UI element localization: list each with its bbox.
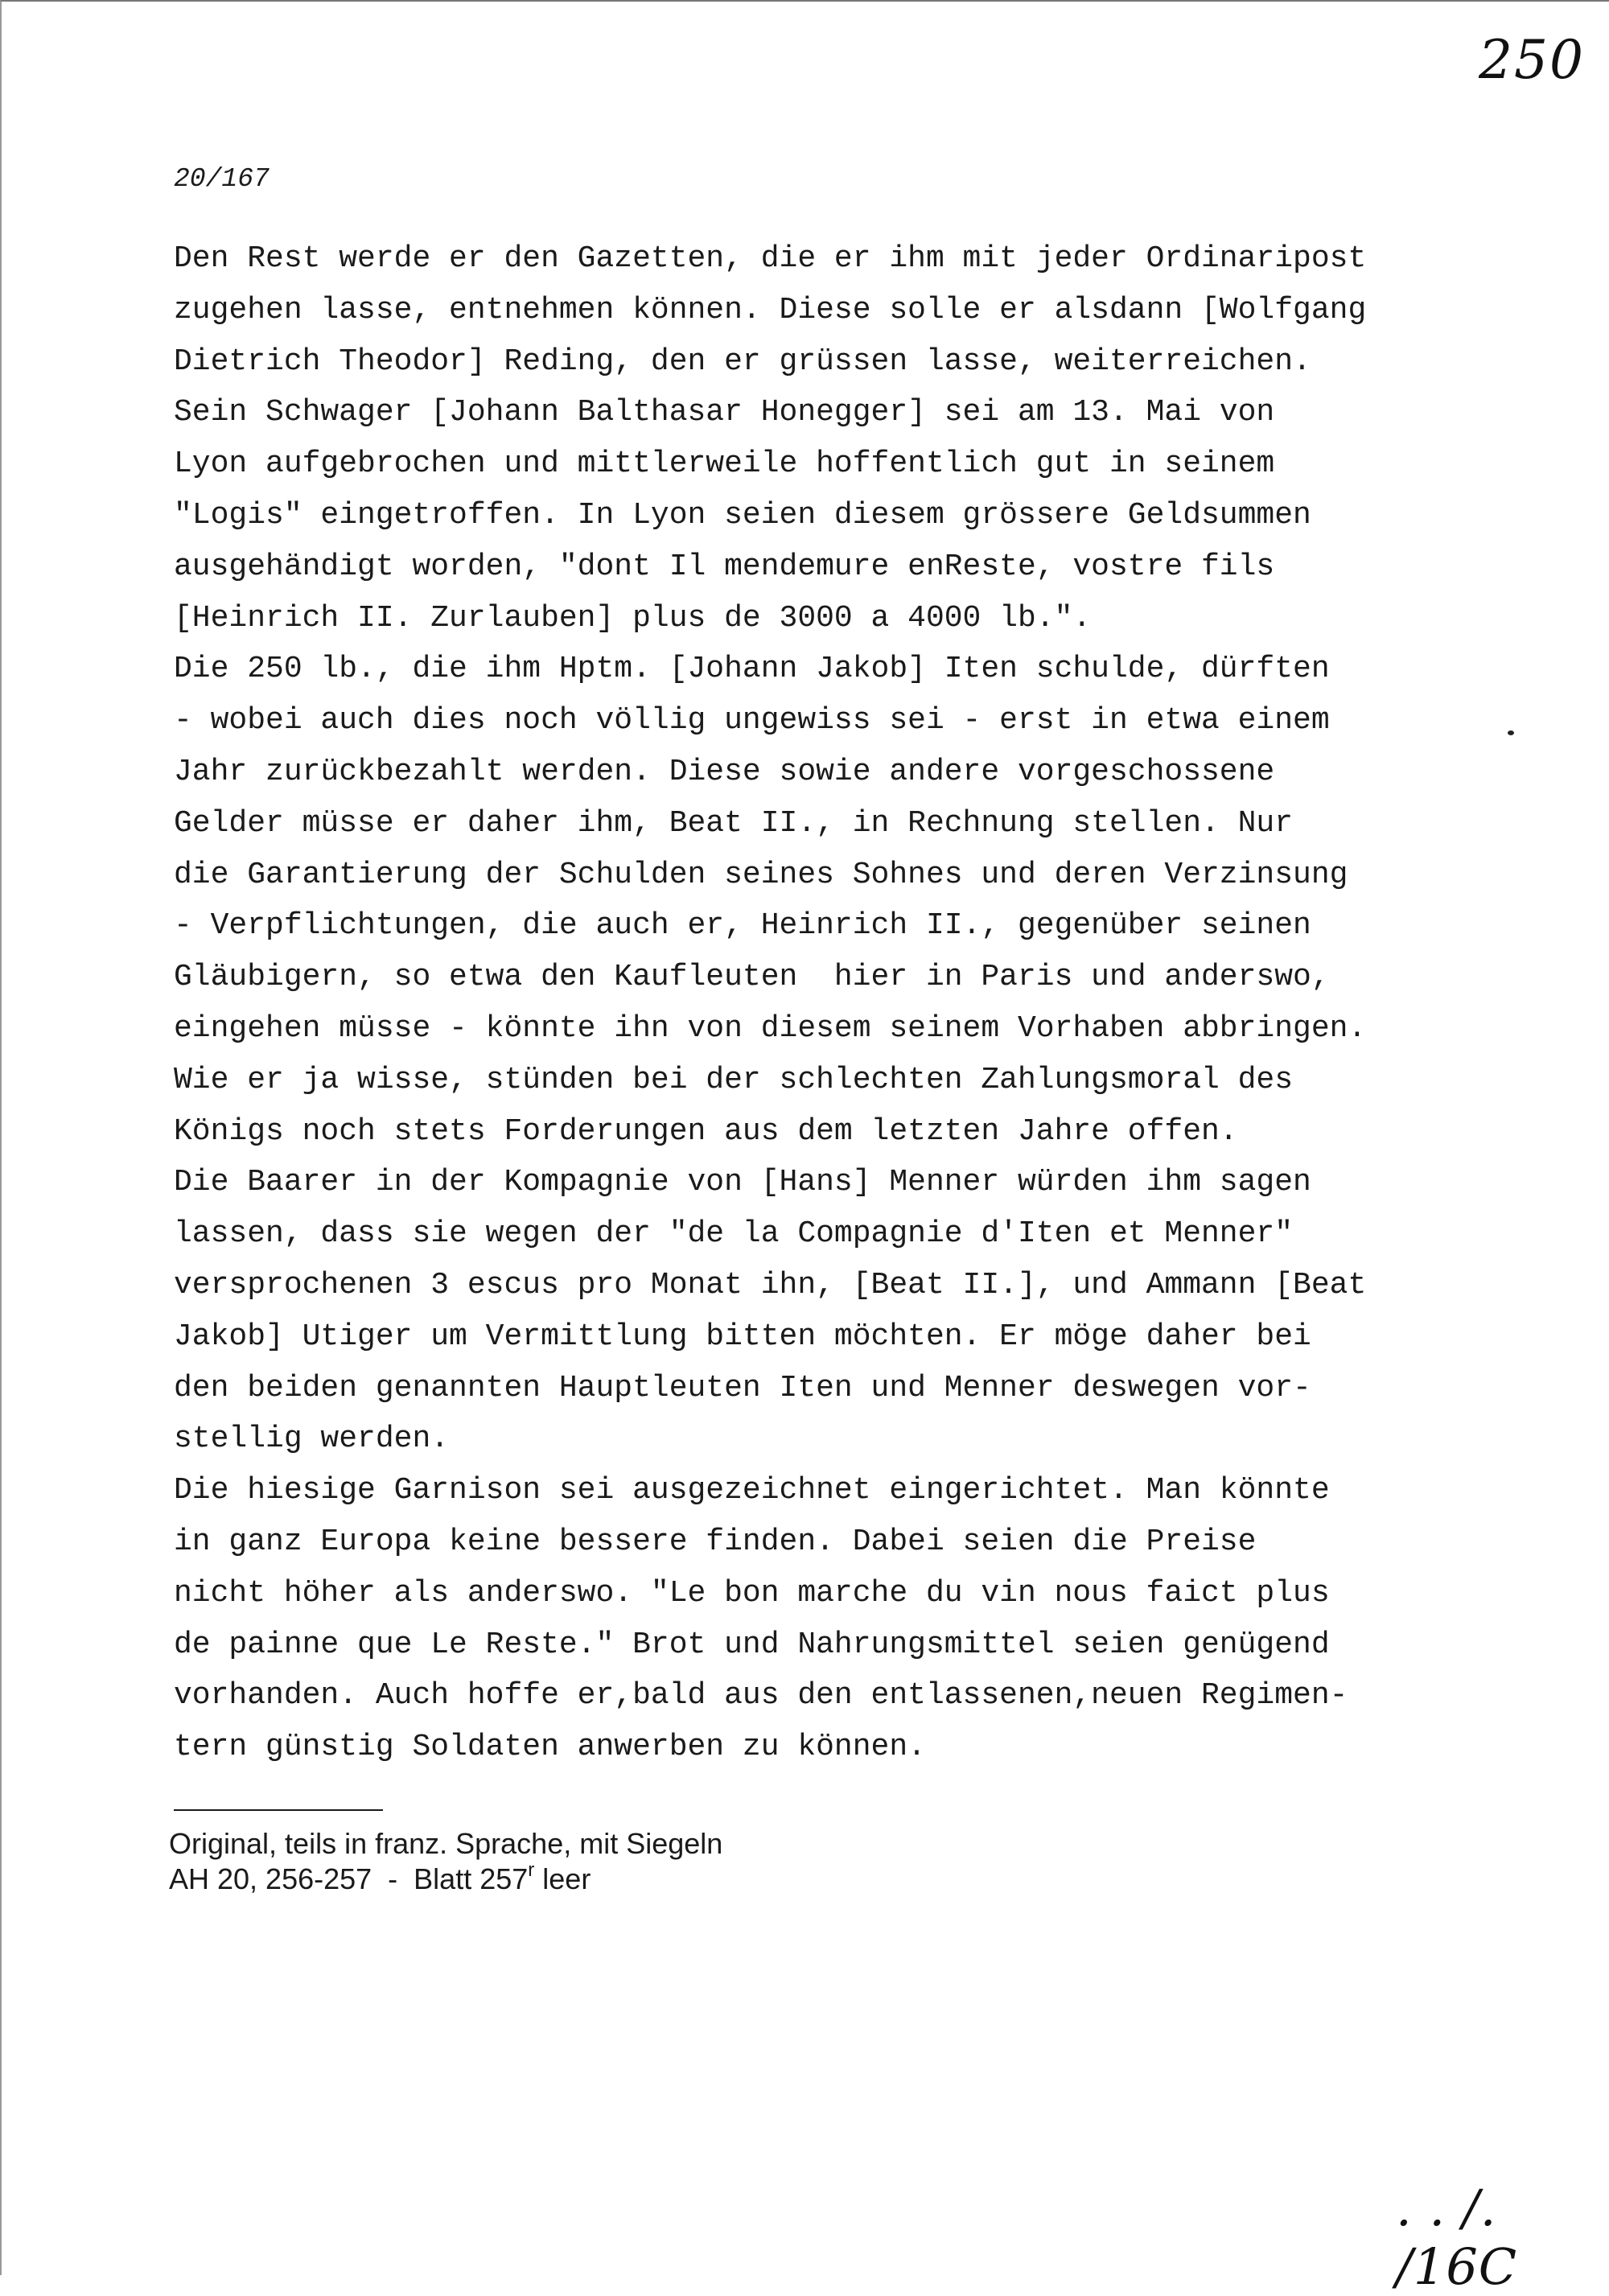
- body-line: Gläubigern, so etwa den Kaufleuten hier in Paris und anderswo,: [174, 960, 1330, 995]
- body-line: [Heinrich II. Zurlauben] plus de 3000 a 4000 lb.".: [174, 600, 1092, 636]
- body-line: Wie er ja wisse, stünden bei der schlechten Zahlungsmoral des: [174, 1062, 1294, 1097]
- footnote-line-2-suffix: leer: [534, 1862, 591, 1895]
- body-line: den beiden genannten Hauptleuten Iten und Menner deswegen vor-: [174, 1370, 1311, 1405]
- body-line: Lyon aufgebrochen und mittlerweile hoffentlich gut in seinem: [174, 446, 1275, 482]
- body-line: Jahr zurückbezahlt werden. Diese sowie andere vorgeschossene: [174, 754, 1275, 789]
- body-line: versprochenen 3 escus pro Monat ihn, [Beat II.], und Ammann [Beat: [174, 1267, 1367, 1302]
- body-line: Sein Schwager [Johann Balthasar Honegger] sei am 13. Mai von: [174, 395, 1275, 430]
- body-line: Jakob] Utiger um Vermittlung bitten möchten. Er möge daher bei: [174, 1319, 1311, 1354]
- body-line: Die Baarer in der Kompagnie von [Hans] Menner würden ihm sagen: [174, 1165, 1311, 1200]
- handwritten-folio-mark: . . /. /16C: [1396, 2179, 1518, 2296]
- footnote-rule: [174, 1809, 383, 1811]
- body-line: Den Rest werde er den Gazetten, die er ihm mit jeder Ordinaripost: [174, 241, 1367, 276]
- footnote-line-1: Original, teils in franz. Sprache, mit Siegeln: [169, 1827, 723, 1860]
- body-text: [174, 233, 1501, 1773]
- body-line: lassen, dass sie wegen der "de la Compagnie d'Iten et Menner": [174, 1216, 1294, 1252]
- body-line: "Logis" eingetroffen. In Lyon seien diesem grössere Geldsummen: [174, 497, 1311, 533]
- footnote-line-2-prefix: AH 20, 256-257 - Blatt 257: [169, 1862, 529, 1895]
- body-line: - Verpflichtungen, die auch er, Heinrich II., gegenüber seinen: [174, 908, 1311, 944]
- body-line: die Garantierung der Schulden seines Sohnes und deren Verzinsung: [174, 857, 1348, 892]
- body-line: Dietrich Theodor] Reding, den er grüssen lasse, weiterreichen.: [174, 344, 1311, 379]
- document-reference: 20/167: [174, 164, 270, 194]
- footnote: [169, 1826, 722, 1901]
- body-line: eingehen müsse - könnte ihn von diesem seinem Vorhaben abbringen.: [174, 1010, 1367, 1046]
- body-line: nicht höher als anderswo. "Le bon marche du vin nous faict plus: [174, 1575, 1330, 1611]
- body-line: tern günstig Soldaten anwerben zu können.: [174, 1730, 926, 1765]
- body-line: Gelder müsse er daher ihm, Beat II., in Rechnung stellen. Nur: [174, 805, 1294, 841]
- body-line: de painne que Le Reste." Brot und Nahrungsmittel seien genügend: [174, 1627, 1330, 1662]
- body-line: Die hiesige Garnison sei ausgezeichnet eingerichtet. Man könnte: [174, 1473, 1330, 1508]
- body-line: vorhanden. Auch hoffe er,bald aus den entlassenen,neuen Regimen-: [174, 1678, 1348, 1714]
- body-line: in ganz Europa keine bessere finden. Dabei seien die Preise: [174, 1524, 1257, 1559]
- stray-ink-mark: [1508, 730, 1514, 735]
- body-line: stellig werden.: [174, 1422, 450, 1457]
- handwritten-page-number: 250: [1479, 29, 1585, 91]
- footnote-superscript: r: [528, 1859, 535, 1881]
- body-line: zugehen lasse, entnehmen können. Diese solle er alsdann [Wolfgang: [174, 292, 1367, 327]
- body-line: Königs noch stets Forderungen aus dem letzten Jahre offen.: [174, 1113, 1238, 1149]
- body-line: - wobei auch dies noch völlig ungewiss sei - erst in etwa einem: [174, 703, 1330, 739]
- body-line: Die 250 lb., die ihm Hptm. [Johann Jakob] Iten schulde, dürften: [174, 652, 1330, 687]
- footnote-line-2: [169, 1859, 722, 1901]
- body-line: ausgehändigt worden, "dont Il mendemure enReste, vostre fils: [174, 549, 1275, 584]
